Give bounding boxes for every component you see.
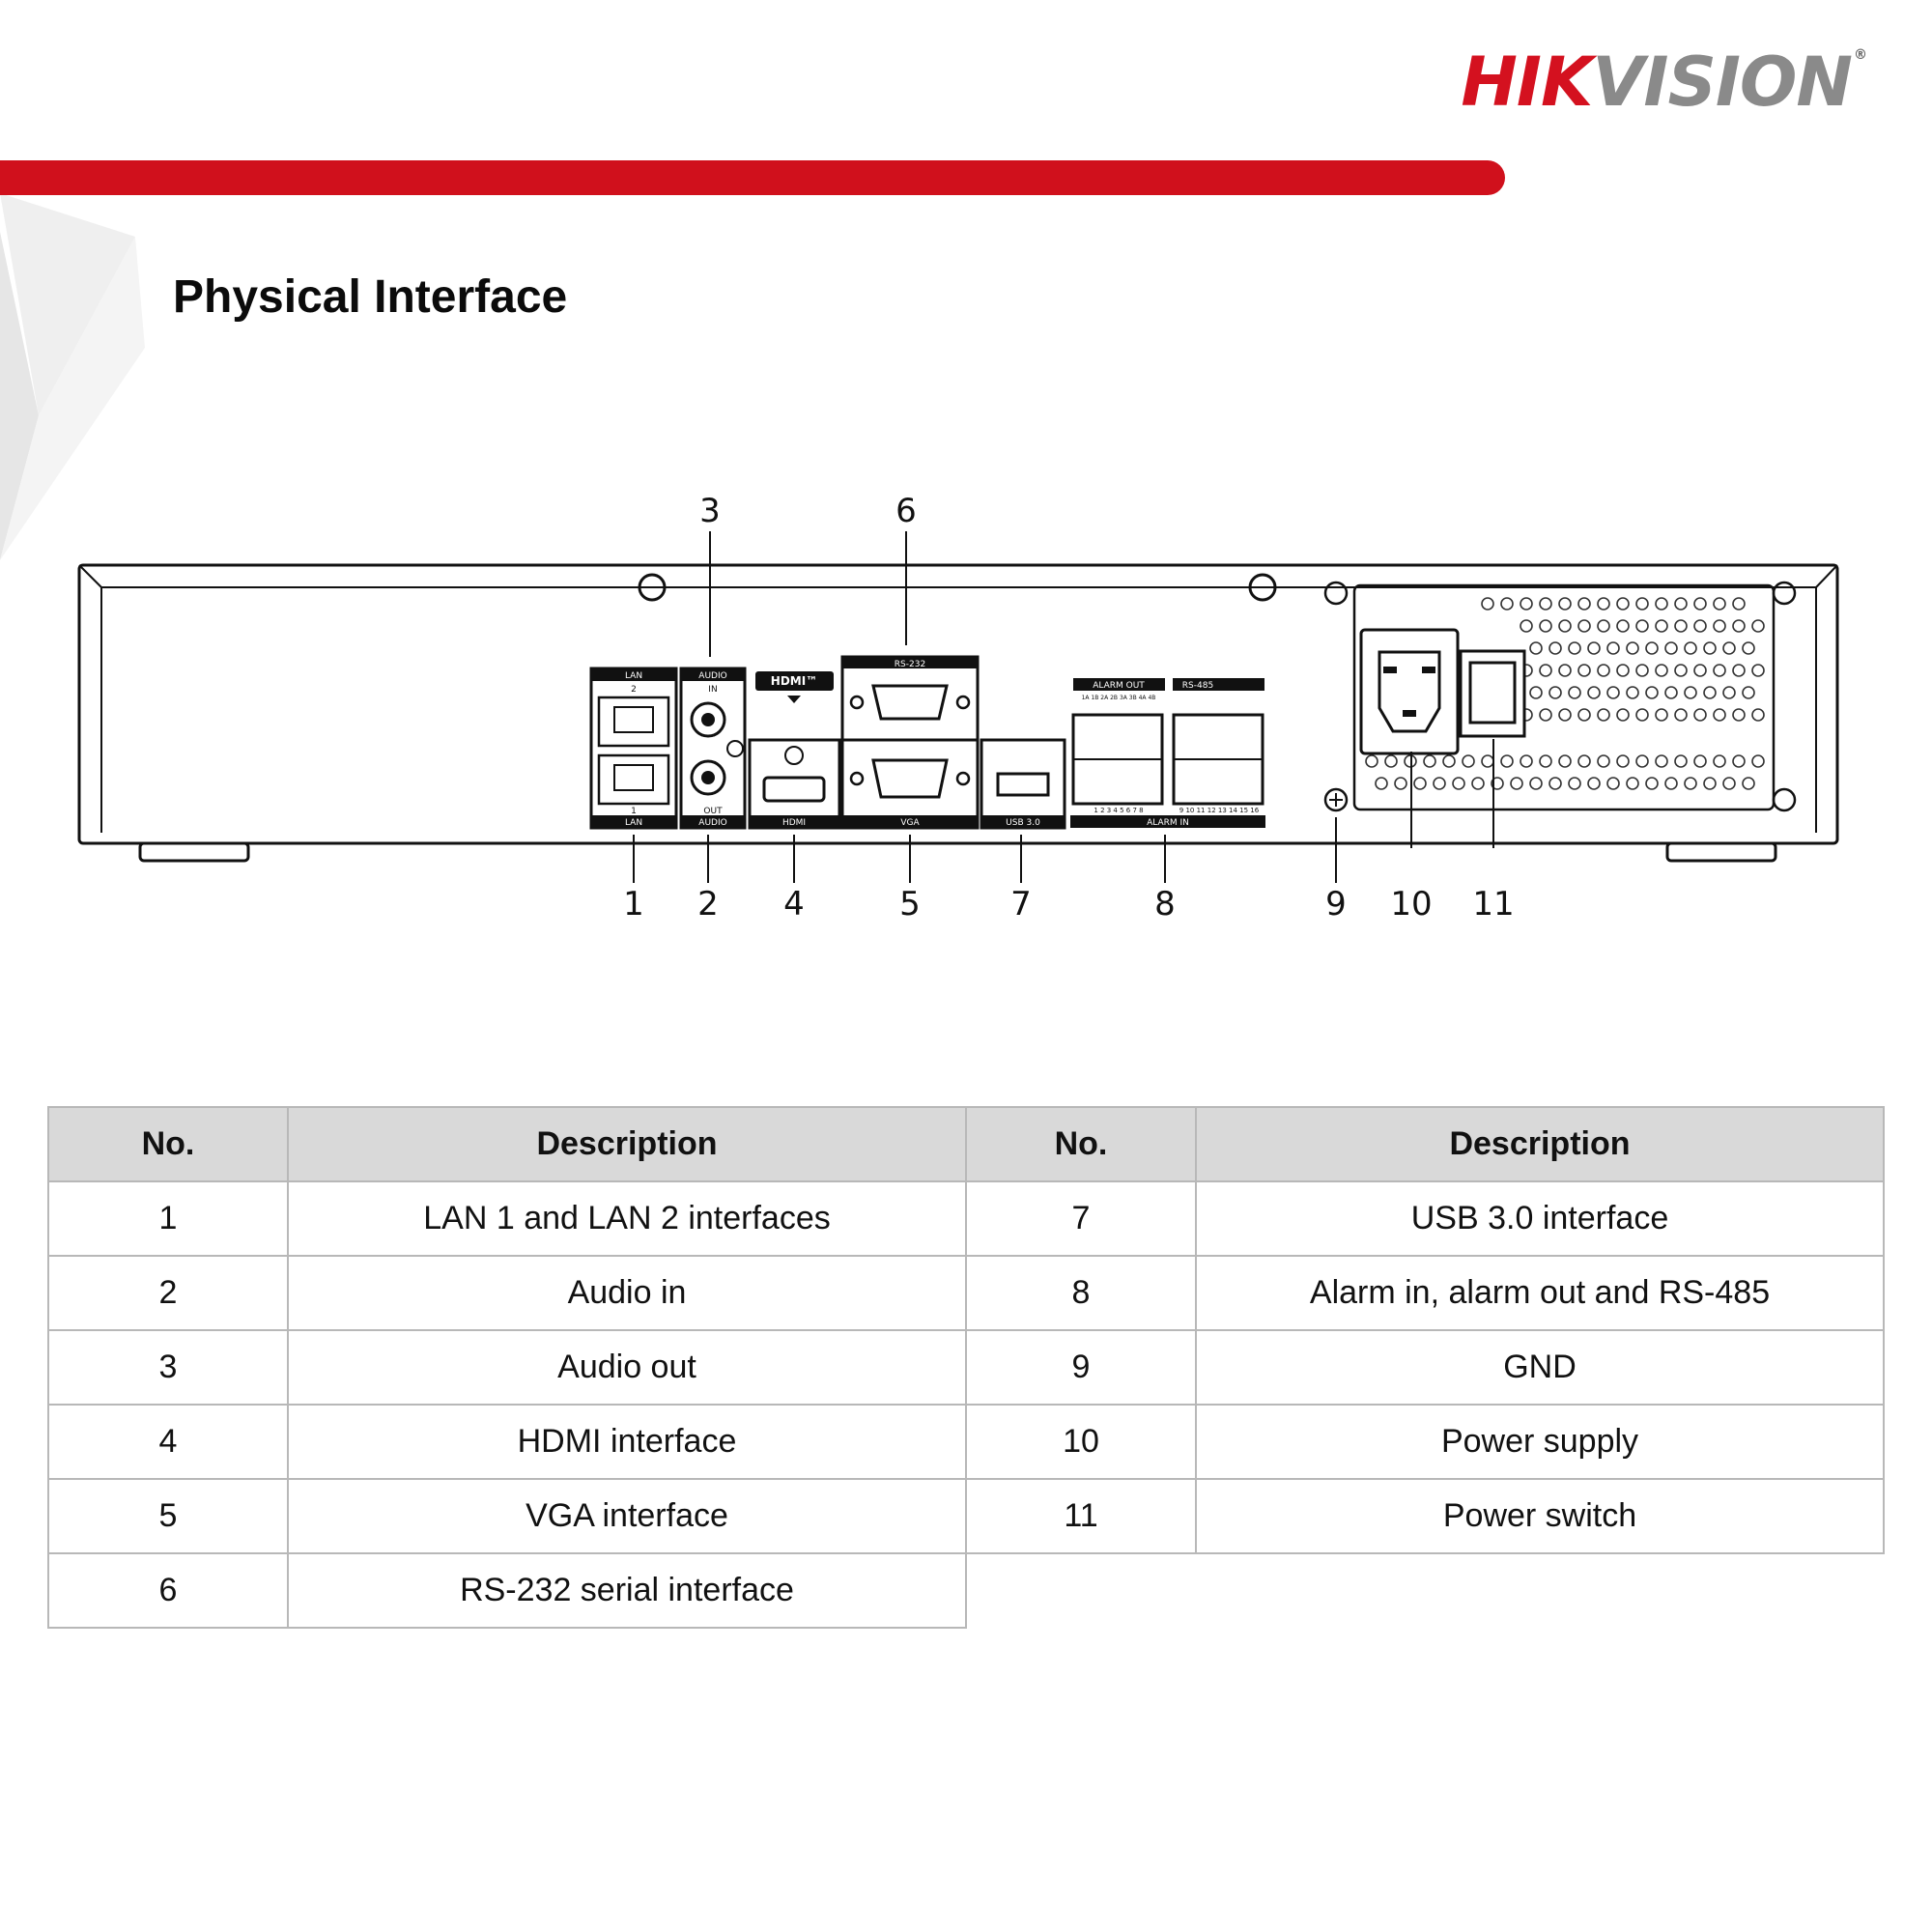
cell-no: 6 [48,1553,288,1628]
alarm-out-pins: 1A 1B 2A 2B 3A 3B 4A 4B [1081,695,1156,701]
cell-description: Power supply [1196,1405,1884,1479]
callout-3: 3 [699,492,721,530]
hdmi-port [750,671,839,828]
header-no-1: No. [48,1107,288,1181]
power-supply-area [1354,582,1795,810]
empty-cell [966,1553,1884,1628]
cell-description: GND [1196,1330,1884,1405]
usb-label: USB 3.0 [1006,818,1040,828]
callout-9: 9 [1325,885,1347,923]
alarm-out-label: ALARM OUT [1093,681,1145,691]
cell-no: 5 [48,1479,288,1553]
vga-label: VGA [900,818,920,828]
cell-description: USB 3.0 interface [1196,1181,1884,1256]
callout-11: 11 [1472,885,1515,923]
cell-no: 8 [966,1256,1196,1330]
lan-ports [591,668,676,828]
rs232-label: RS-232 [894,660,926,669]
logo-red-text: HIK [1461,43,1593,122]
table-row [48,1256,1884,1330]
lan-label-bottom: LAN [624,818,643,828]
audio-label-bottom: AUDIO [698,818,727,828]
callout-8: 8 [1154,885,1176,923]
callout-1: 1 [623,885,644,923]
cell-no: 4 [48,1405,288,1479]
table-row [48,1479,1884,1553]
lan-num-bottom: 1 [631,807,637,816]
rs485-label: RS-485 [1181,681,1214,691]
cell-description: VGA interface [288,1479,966,1553]
cell-description: HDMI interface [288,1405,966,1479]
audio-label-top: AUDIO [698,671,727,681]
cell-no: 7 [966,1181,1196,1256]
cell-no: 3 [48,1330,288,1405]
cell-no: 10 [966,1405,1196,1479]
cell-no: 2 [48,1256,288,1330]
hikvision-logo [1461,43,1866,122]
lan-label-top: LAN [624,671,643,681]
usb-port [981,740,1065,828]
callout-6: 6 [895,492,917,530]
cell-description: Alarm in, alarm out and RS-485 [1196,1256,1884,1330]
audio-in-label: IN [708,685,718,695]
callout-10: 10 [1390,885,1433,923]
alarm-terminal-block [1070,678,1265,828]
rear-panel-diagram [68,483,1845,947]
alarm-in-pins-left: 1 2 3 4 5 6 7 8 [1094,807,1144,814]
logo-grey-text: VISION [1592,43,1852,122]
alarm-in-label: ALARM IN [1147,818,1189,828]
header-no-2: No. [966,1107,1196,1181]
header-description-2: Description [1196,1107,1884,1181]
cell-description: Audio in [288,1256,966,1330]
hdmi-label-bottom: HDMI [781,818,807,828]
page-title: Physical Interface [173,271,568,323]
table-header-row [48,1107,1884,1181]
table-row [48,1553,1884,1628]
hdmi-logo-text: HDMI™ [770,674,818,688]
cell-description: Audio out [288,1330,966,1405]
header-description-1: Description [288,1107,966,1181]
callout-7: 7 [1010,885,1032,923]
interface-table [47,1106,1885,1629]
table-row [48,1330,1884,1405]
cell-description: Power switch [1196,1479,1884,1553]
gnd-screw [1325,582,1347,810]
alarm-in-pins-right: 9 10 11 12 13 14 15 16 [1179,807,1260,814]
registered-mark: ® [1854,47,1866,63]
callout-4: 4 [783,885,805,923]
cell-description: LAN 1 and LAN 2 interfaces [288,1181,966,1256]
header-red-bar [0,160,1505,195]
lan-num-top: 2 [631,685,637,695]
table-row [48,1181,1884,1256]
rs232-vga-ports [842,657,978,828]
audio-ports [681,668,745,828]
cell-description: RS-232 serial interface [288,1553,966,1628]
callout-5: 5 [899,885,921,923]
cell-no: 11 [966,1479,1196,1553]
cell-no: 9 [966,1330,1196,1405]
table-row [48,1405,1884,1479]
audio-out-label: OUT [703,807,723,816]
cell-no: 1 [48,1181,288,1256]
callout-2: 2 [697,885,719,923]
